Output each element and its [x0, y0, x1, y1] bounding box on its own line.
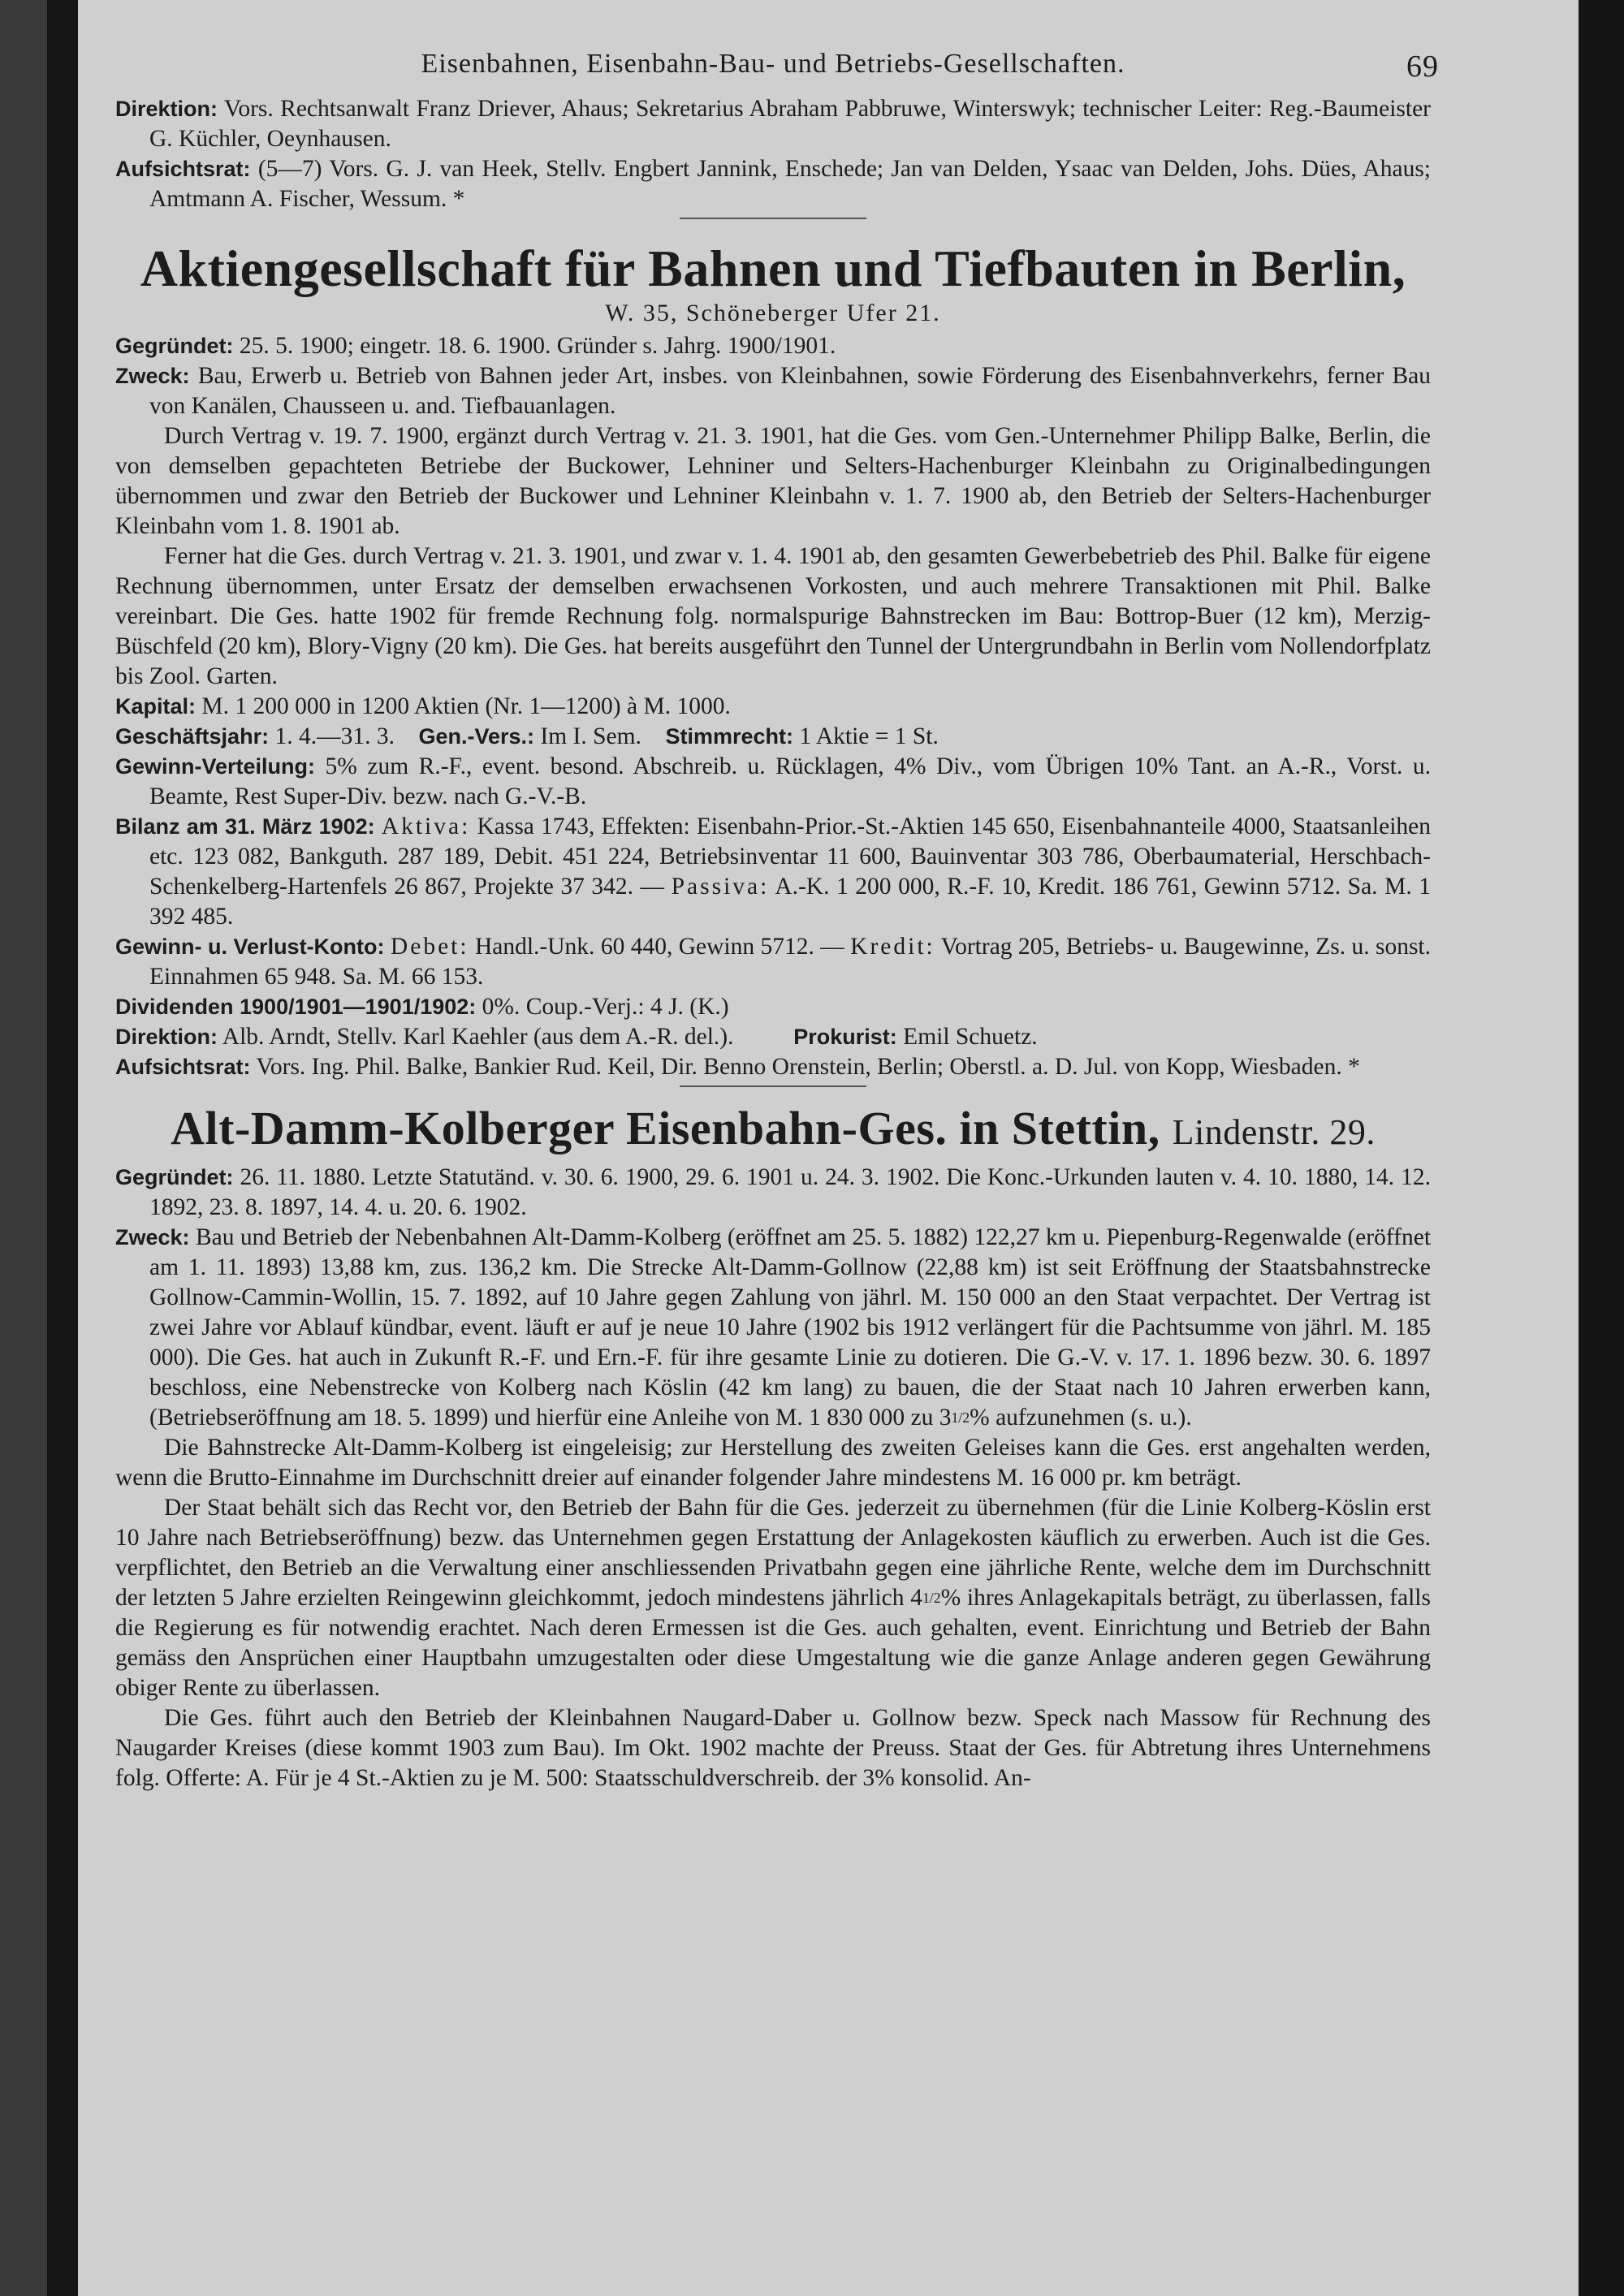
entry2-gegruendet [115, 1163, 1431, 1223]
label: Zweck: [115, 364, 190, 388]
text: zum R.-F., event. besond. Abschreib. u. Rücklagen, 4 [367, 753, 906, 779]
text: A.-K. 1 200 000, R.-F. 10, Kredit. 186 761, Gewinn 5712. Sa. M. 1 392 485. [149, 874, 1432, 930]
fraction: 1/2 [922, 1590, 941, 1606]
text: 1. 4.—31. 3. [274, 723, 395, 749]
text: Die Ges. führt auch den Betrieb der Kleinbahnen Naugard-Daber u. Gollnow bezw. Speck nach Massow für Rechnung des Naugarder Kreises (diese kommt 1903 zum Bau). Im Okt. 1902 machte der Preuss. Staat der Ges. für Abtretung ihres Unternehmens folg. Offerte: A. Für je 4 St.-Aktien zu je M. 500: Staatsschuldverschreib. der 3 [115, 1705, 1431, 1791]
label: Aufsichtsrat: [115, 1055, 251, 1079]
text: Div., vom Übrigen 10 [936, 753, 1159, 779]
entry2-title-name: Alt-Damm-Kolberger Eisenbahn-Ges. in Stettin, [171, 1102, 1160, 1154]
entry1-dividenden [115, 992, 1431, 1022]
text: ihres Anlagekapitals beträgt, zu überlassen, falls die Regierung es für notwendig erachtet. Nach deren Ermessen ist die Ges. auch gehalten, event. Einrichtung und Betrieb der Bahn gemäss den Ansprüchen einer Hauptbahn umzugestalten oder diese Umgestaltung wie die ganze Anlage anderen gegen Gewährung obiger Rente zu überlassen. [115, 1585, 1431, 1701]
text: Vortrag 205, Betriebs- u. Baugewinne, Zs. u. sonst. Einnahmen 65 948. Sa. M. 66 153. [149, 934, 1432, 990]
entry1-para1: Durch Vertrag v. 19. 7. 1900, ergänzt durch Vertrag v. 21. 3. 1901, hat die Ges. vom Gen.-Unternehmer Philipp Balke, Berlin, die von demselben gepachteten Betriebe der Buckower, Lehniner und Selters-Hachenburger Kleinbahn zu Originalbedingungen übernommen und zwar den Betrieb der Buckower und Lehniner Kleinbahn v. 1. 7. 1900 ab, den Betrieb der Selters-Hachenburger Kleinbahn vom 1. 8. 1901 ab. [115, 423, 1431, 539]
text: 5 [325, 753, 338, 779]
page-number: 69 [1406, 50, 1439, 84]
entry1-kapital [115, 692, 1431, 722]
label: Direktion: [115, 97, 218, 121]
scan-binding-strip [47, 0, 78, 2296]
text: 1 Aktie = 1 St. [799, 723, 939, 749]
label: Direktion: [115, 1025, 218, 1049]
entry1-gegruendet [115, 331, 1431, 361]
text: Alb. Arndt, Stellv. Karl Kaehler (aus dem A.-R. del.). [222, 1024, 734, 1050]
entry1-aufsichtsrat [115, 1052, 1431, 1082]
text: 26. 11. 1880. Letzte Statutänd. v. 30. 6. 1900, 29. 6. 1901 u. 24. 3. 1902. Die Konc.-Urkunden lauten v. 4. 10. 1880, 14. 12. 1892, 23. 8. 1897, 14. 4. u. 20. 6. 1902. [149, 1164, 1431, 1220]
prev-aufsichtsrat [115, 154, 1431, 214]
entry2-zweck [115, 1223, 1431, 1433]
text: Der Staat behält sich das Recht vor, den Betrieb der Bahn für die Ges. jederzeit zu übernehmen (für die Linie Kolberg-Köslin erst 10 Jahre nach Betriebseröffnung) bezw. das Unternehmen gegen Erstattung der Anlagekosten käuflich zu erwerben. Auch ist die Ges. verpflichtet, den Betrieb an die Verwaltung einer anschliessenden Privatbahn gegen eine jährliche Rente, welche dem im Durchschnitt der letzten 5 Jahre erzielten Reingewinn gleichkommt, jedoch mindestens jährlich 4 [115, 1495, 1431, 1611]
label: Zweck: [115, 1225, 190, 1249]
label: Gegründet: [115, 1165, 234, 1189]
percent-sign: % [1158, 753, 1178, 779]
entry1-title: Aktiengesellschaft für Bahnen und Tiefbauten in Berlin, [140, 240, 1406, 297]
entry1-direktion [115, 1022, 1431, 1052]
running-head [115, 49, 1439, 94]
page-content [115, 49, 1439, 1793]
label: Gegründet: [115, 334, 234, 358]
entry1-address: W. 35, Schöneberger Ufer 21. [605, 300, 941, 326]
entry2-para2 [115, 1493, 1431, 1703]
scan-left-edge [0, 0, 47, 2296]
text: Tant. an A.-R., Vorst. u. Beamte, Rest Super-Div. bezw. nach G.-V.-B. [149, 753, 1431, 809]
text: Handl.-Unk. 60 440, Gewinn 5712. — [474, 934, 844, 960]
text: Emil Schuetz. [903, 1024, 1038, 1050]
percent-sign: % [494, 994, 514, 1020]
text: Im I. Sem. [540, 723, 641, 749]
separator-rule [680, 218, 866, 219]
text: Vors. Ing. Phil. Balke, Bankier Rud. Keil, Dir. Benno Orenstein, Berlin; Oberstl. a. D. Jul. von Kopp, Wiesbaden. * [256, 1054, 1360, 1080]
entry1-geschaeftsjahr-line [115, 722, 1431, 752]
text: M. 1 200 000 in 1200 Aktien (Nr. 1—1200) à M. 1000. [201, 693, 731, 719]
text: Bau und Betrieb der Nebenbahnen Alt-Damm-Kolberg (eröffnet am 25. 5. 1882) 122,27 km u. Piepenburg-Regenwalde (eröffnet am 1. 11. 1893) 13,88 km, zus. 136,2 km. Die Strecke Alt-Damm-Gollnow (22,88 km) ist seit Eröffnung der Staatsbahnstrecke Gollnow-Cammin-Wollin, 15. 7. 1892, auf 10 Jahre gegen Zahlung von jährl. M. 150 000 an den Staat verpachtet. Der Vertrag ist zwei Jahre vor Ablauf kündbar, event. läuft er auf je neue 10 Jahre (1902 bis 1912 verlängert für die Pachtsumme von jährl. M. 185 000). Die Ges. hat auch in Zukunft R.-F. und Ern.-F. für ihre gesamte Linie zu dotieren. Die G.-V. v. 17. 1. 1896 bezw. 30. 6. 1897 beschloss, eine Nebenstrecke von Kolberg nach Köslin (42 km lang) zu bauen, die der Staat nach 10 Jahren erwerben kann, (Betriebseröffnung am 18. 5. 1899) und hierfür eine Anleihe von M. 1 830 000 zu 3 [149, 1224, 1432, 1431]
text: Kassa 1743, Effekten: Eisenbahn-Prior.-St.-Aktien 145 650, Eisenbahnanteile 4000, Staatsanleihen etc. 123 082, Bankguth. 287 189, Debit. 451 224, Betriebsinventar 11 600, Bauinventar 303 786, Oberbaumaterial, Herschbach-Schenkelberg-Hartenfels 26 867, Projekte 37 342. — [149, 814, 1432, 900]
debet-word: Debet: [390, 934, 469, 960]
percent-sign: % [905, 753, 926, 779]
text: Bau, Erwerb u. Betrieb von Bahnen jeder Art, insbes. von Kleinbahnen, sowie Förderung des Eisenbahnverkehrs, ferner Bau von Kanälen, Chausseen u. and. Tiefbauanlagen. [149, 363, 1432, 419]
text: 25. 5. 1900; eingetr. 18. 6. 1900. Gründer s. Jahrg. 1900/1901. [239, 333, 836, 359]
aktiva-word: Aktiva: [381, 814, 471, 839]
percent-sign: % [970, 1405, 990, 1431]
entry2-title [115, 1100, 1431, 1161]
entry2-title-address: Lindenstr. 29. [1172, 1112, 1376, 1152]
percent-sign: % [875, 1765, 895, 1791]
entry2-para1: Die Bahnstrecke Alt-Damm-Kolberg ist eingeleisig; zur Herstellung des zweiten Geleises kann die Ges. erst angehalten werden, wenn die Brutto-Einnahme im Durchschnitt dreier auf einander folgender Jahre mindestens M. 16 000 pr. km beträgt. [115, 1435, 1431, 1491]
kredit-word: Kredit: [850, 934, 935, 960]
label: Gen.-Vers.: [418, 724, 535, 749]
separator-rule [680, 1085, 866, 1087]
entry1-bilanz [115, 812, 1431, 932]
entry2-para3 [115, 1703, 1431, 1793]
text: (5—7) Vors. G. J. van Heek, Stellv. Engbert Jannink, Enschede; Jan van Delden, Ysaac van Delden, Johs. Dües, Ahaus; Amtmann A. Fischer, Wessum. * [149, 156, 1432, 212]
passiva-word: Passiva: [671, 874, 770, 900]
label: Geschäftsjahr: [115, 724, 270, 749]
text: konsolid. An- [901, 1765, 1031, 1791]
text: . Coup.-Verj.: 4 J. (K.) [513, 994, 729, 1020]
label: Gewinn-Verteilung: [115, 754, 316, 779]
fraction: 1/2 [951, 1409, 970, 1426]
label: Dividenden 1900/1901—1901/1902: [115, 995, 477, 1019]
label: Gewinn- u. Verlust-Konto: [115, 934, 385, 959]
entry1-zweck [115, 361, 1431, 421]
scan-right-shadow [1579, 0, 1624, 2296]
label: Bilanz am 31. März 1902: [115, 814, 375, 839]
text: aufzunehmen (s. u.). [996, 1405, 1192, 1431]
percent-sign: % [337, 753, 357, 779]
entry1-gewinn-verteilung [115, 752, 1431, 812]
entry1-gewinn-verlust [115, 932, 1431, 992]
label: Aufsichtsrat: [115, 157, 251, 181]
entry1-para2: Ferner hat die Ges. durch Vertrag v. 21. 3. 1901, und zwar v. 1. 4. 1901 ab, den gesamten Gewerbebetrieb des Phil. Balke für eigene Rechnung übernommen, unter Ersatz der demselben erwachsenen Vorkosten, und auch mehrere Transaktionen mit Phil. Balke vereinbart. Die Ges. hatte 1902 für fremde Rechnung folg. normalspurige Bahnstrecken im Bau: Bottrop-Buer (12 km), Merzig-Büschfeld (20 km), Blory-Vigny (20 km). Die Ges. hat bereits ausgeführt den Tunnel der Untergrundbahn in Berlin vom Nollendorfplatz bis Zool. Garten. [115, 543, 1431, 689]
running-head-title: Eisenbahnen, Eisenbahn-Bau- und Betriebs-Gesellschaften. [421, 49, 1125, 79]
text: 0 [482, 994, 495, 1020]
label: Prokurist: [793, 1025, 897, 1049]
percent-sign: % [940, 1585, 961, 1611]
text: Vors. Rechtsanwalt Franz Driever, Ahaus; Sekretarius Abraham Pabbruwe, Winterswyk; technischer Leiter: Reg.-Baumeister G. Küchler, Oeynhausen. [149, 96, 1432, 152]
prev-direktion [115, 94, 1431, 154]
label: Stimmrecht: [665, 724, 793, 749]
label: Kapital: [115, 694, 197, 719]
